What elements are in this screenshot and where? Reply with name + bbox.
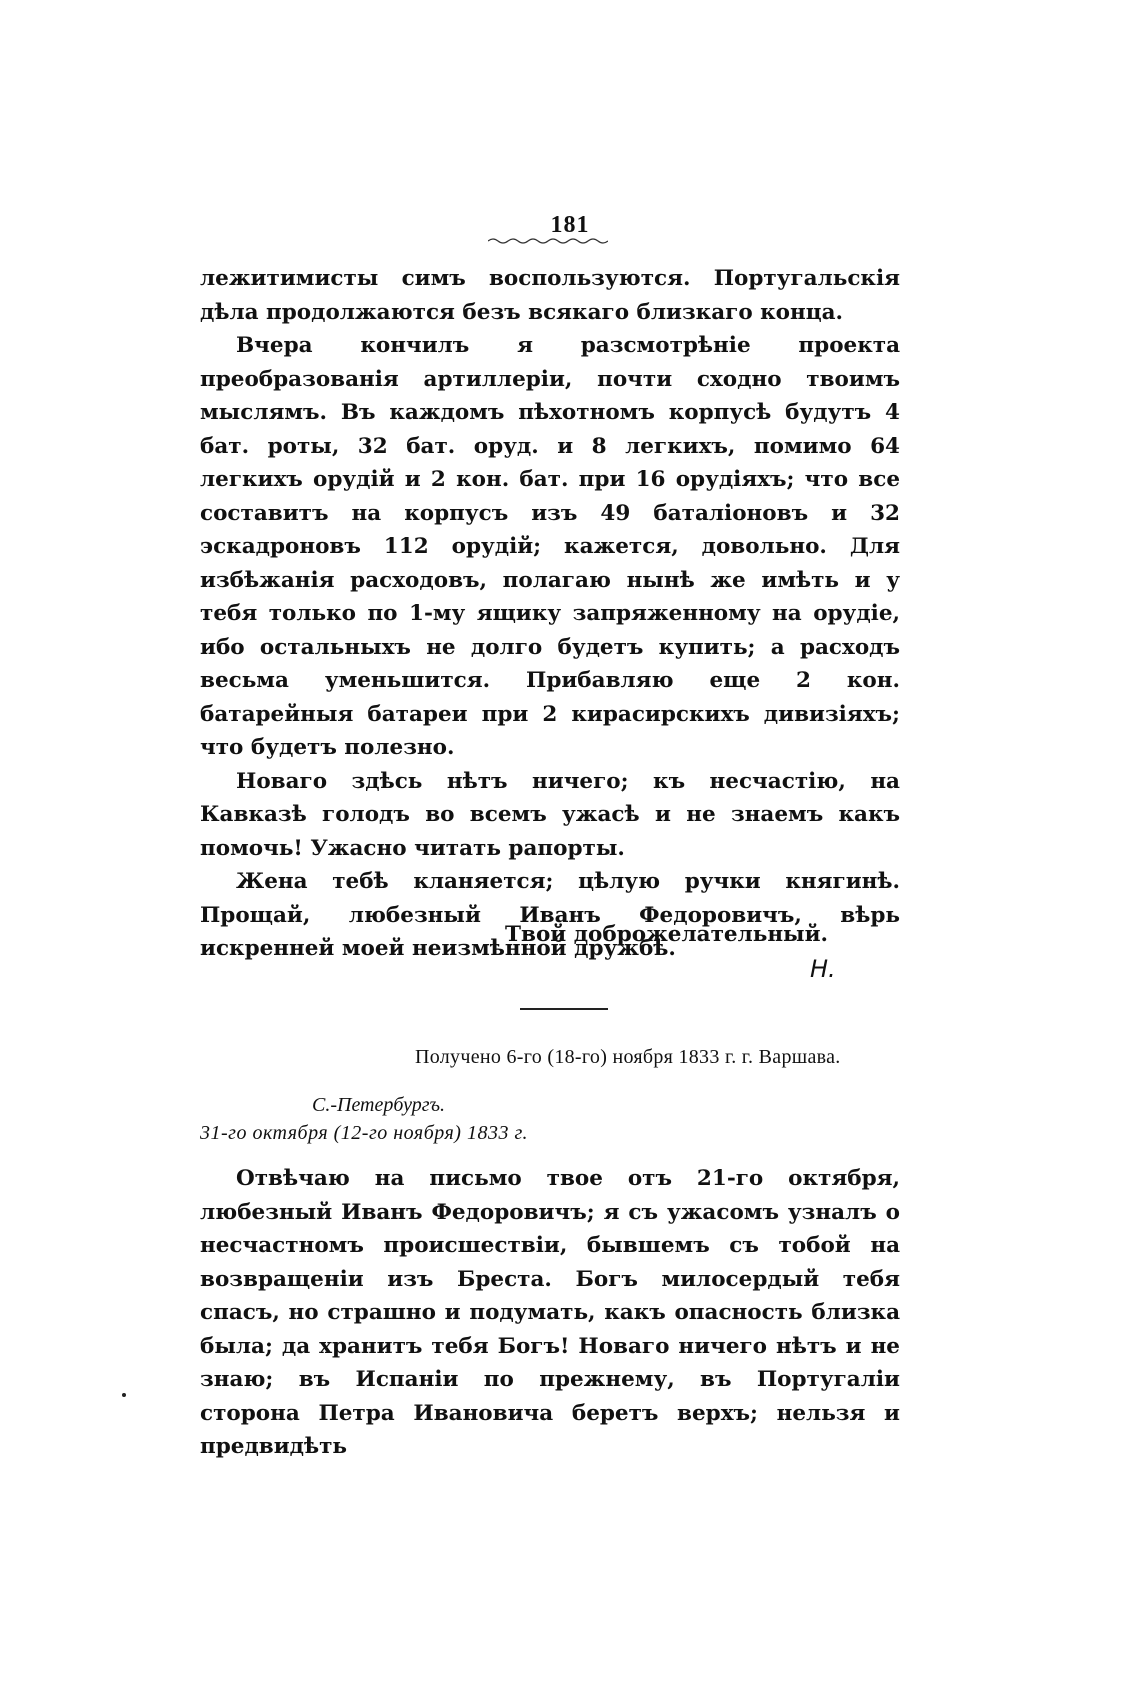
paragraph-artillery: Вчера кончилъ я разсмотрѣніе проекта преобразованія артиллеріи, почти сходно твоимъ мыслямъ. Въ каждомъ пѣхотномъ корпусѣ будутъ 4 бат. роты, 32 бат. оруд. и 8 легкихъ, помимо 64 легкихъ орудій и 2 кон. бат. при 16 орудіяхъ; что все составитъ на корпусъ изъ 49 баталіоновъ и 32 эскадроновъ 112 орудій; кажется, довольно. Для избѣжанія расходовъ, полагаю нынѣ же имѣть и у тебя только по 1-му ящику запряженному на орудіе, ибо остальныхъ не долго будетъ купить; а расходъ весьма уменьшится. Прибавляю еще 2 кон. батарейныя батареи при 2 кирасирскихъ дивизіяхъ; что будетъ полезно. bbox=[200, 333, 900, 760]
page-number-ornament bbox=[488, 236, 608, 246]
closing-line: Твой доброжелательный. bbox=[505, 922, 829, 947]
letter2-body bbox=[200, 1162, 900, 1464]
section-divider bbox=[520, 1008, 608, 1010]
paragraph-reply: Отвѣчаю на письмо твое отъ 21-го октября, любезный Иванъ Федоровичъ; я съ ужасомъ узналъ о несчастномъ происшествіи, бывшемъ съ тобой на возвращеніи изъ Бреста. Богъ милосердый тебя спасъ, но страшно и подумать, какъ опасность близка была; да хранитъ тебя Богъ! Новаго ничего нѣтъ и не знаю; въ Испаніи по прежнему, въ Португаліи сторона Петра Ивановича беретъ верхъ; нельзя и предвидѣть bbox=[200, 1166, 900, 1459]
letter-place: С.-Петербургъ. bbox=[312, 1094, 445, 1116]
paragraph-continuation: лежитимисты симъ воспользуются. Португальскія дѣла продолжаются безъ всякаго близкаго конца. bbox=[200, 266, 900, 325]
page-number: 181 bbox=[550, 212, 590, 238]
letter-date: 31-го октября (12-го ноября) 1833 г. bbox=[200, 1122, 528, 1144]
signature-initial: Н. bbox=[810, 955, 836, 983]
paragraph-caucasus: Новаго здѣсь нѣтъ ничего; къ несчастію, на Кавказѣ голодъ во всемъ ужасѣ и не знаемъ какъ помочь! Ужасно читать рапорты. bbox=[200, 768, 900, 861]
letter1-body bbox=[200, 262, 900, 966]
received-note: Получено 6-го (18-го) ноября 1833 г. г. Варшава. bbox=[415, 1046, 841, 1068]
paragraph-farewell: Жена тебѣ кланяется; цѣлую ручки княгинѣ. Прощай, любезный Иванъ Федоровичъ, вѣрь искренней моей неизмѣнной дружбѣ. bbox=[200, 869, 900, 961]
print-speck bbox=[122, 1393, 126, 1397]
